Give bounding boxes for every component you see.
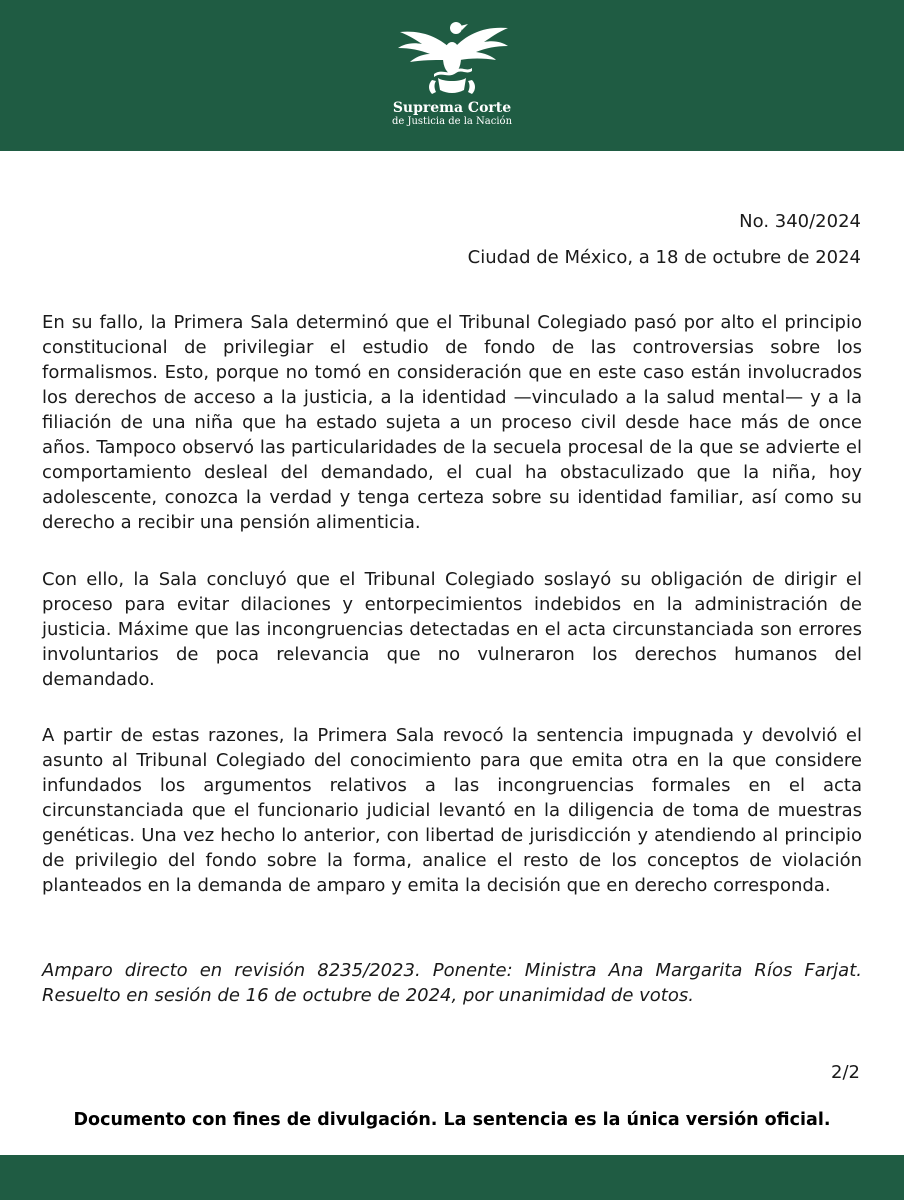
header-bar (0, 0, 904, 151)
footer-bar (0, 1155, 904, 1200)
case-reference: Amparo directo en revisión 8235/2023. Ponente: Ministra Ana Margarita Ríos Farjat. Resuelto en sesión de 16 de octubre de 2024, por unanimidad de votos. (42, 960, 862, 1006)
mexican-eagle-emblem-icon (392, 18, 512, 96)
scjn-logo (385, 18, 519, 138)
document-number: No. 340/2024 (739, 211, 861, 232)
org-subtitle: de Justicia de la Nación (391, 116, 513, 127)
paragraph-1: En su fallo, la Primera Sala determinó que el Tribunal Colegiado pasó por alto el principio constitucional de privilegiar el estudio de fondo de las controversias sobre los formalismos. Esto, porque no tomó en consideración que en este caso están involucrados los derechos de acceso a la justicia, a la identidad —vinculado a la salud mental— y a la filiación de una niña que ha estado sujeta a un proceso civil desde hace más de once años. Tampoco observó las particularidades de la secuela procesal de la que se advierte el comportamiento desleal del demandado, el cual ha obstaculizado que la niña, hoy adolescente, conozca la verdad y tenga certeza sobre su identidad familiar, así como su derecho a recibir una pensión alimenticia. (42, 312, 862, 533)
disclaimer: Documento con fines de divulgación. La sentencia es la única versión oficial. (73, 1110, 831, 1130)
page-number: 2/2 (831, 1062, 860, 1083)
paragraph-3: A partir de estas razones, la Primera Sala revocó la sentencia impugnada y devolvió el asunto al Tribunal Colegiado del conocimiento para que emita otra en la que considere infundados los argumentos relativos a las incongruencias formales en el acta circunstanciada que el funcionario judicial levantó en la diligencia de toma de muestras genéticas. Una vez hecho lo anterior, con libertad de jurisdicción y atendiendo al principio de privilegio del fondo sobre la forma, analice el resto de los conceptos de violación planteados en la demanda de amparo y emita la decisión que en derecho corresponda. (42, 725, 862, 896)
paragraph-2: Con ello, la Sala concluyó que el Tribunal Colegiado soslayó su obligación de dirigir el proceso para evitar dilaciones y entorpecimientos indebidos en la administración de justicia. Máxime que las incongruencias detectadas en el acta circunstanciada son errores involuntarios de poca relevancia que no vulneraron los derechos humanos del demandado. (42, 569, 862, 690)
place-date: Ciudad de México, a 18 de octubre de 2024 (467, 247, 861, 268)
org-name: Suprema Corte (392, 100, 512, 116)
